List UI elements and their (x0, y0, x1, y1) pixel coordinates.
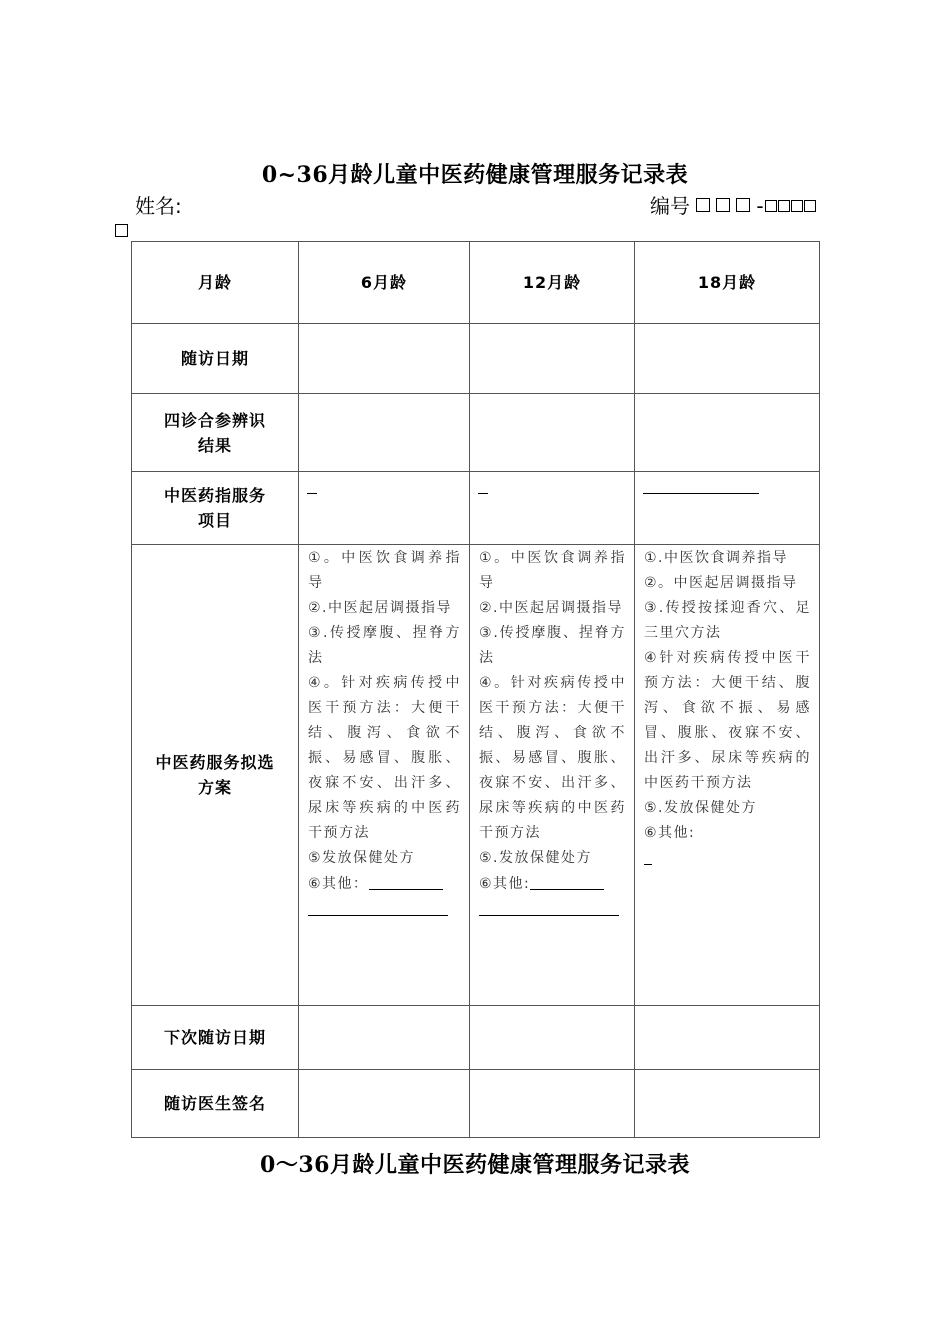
service-items-row (132, 472, 820, 545)
other-blank[interactable] (530, 871, 604, 890)
header-6-month: 6月龄 (299, 242, 470, 324)
serial-number-label (650, 190, 816, 219)
plan-12m-item-1: ①。中医饮食调养指导 (479, 550, 626, 591)
header-18-month: 18月龄 (635, 242, 820, 324)
other-blank-line[interactable] (308, 897, 448, 916)
next-visit-label: 下次随访日期 (132, 1006, 299, 1070)
next-visit-18m[interactable] (635, 1006, 820, 1070)
serial-box-5[interactable] (778, 200, 790, 212)
plan-12m (470, 545, 635, 1006)
visit-date-6m[interactable] (299, 324, 470, 394)
blank-line (307, 483, 317, 494)
plan-18m-item-4: ④针对疾病传授中医干预方法：大便干结、腹泻、食欲不振、易感冒、腹胀、夜寐不安、出汗多、尿床等疾病的中医药干预方法 (644, 650, 811, 791)
page-title: 0~36月龄儿童中医药健康管理服务记录表 (261, 162, 689, 188)
header-12-month: 12月龄 (470, 242, 635, 324)
service-items-12m[interactable] (470, 472, 635, 545)
visit-date-18m[interactable] (635, 324, 820, 394)
plan-6m-item-1: ①。中医饮食调养指导 (308, 550, 461, 591)
serial-box-8[interactable] (115, 224, 128, 237)
plan-18m (635, 545, 820, 1006)
serial-box-3[interactable] (736, 198, 750, 212)
plan-6m-item-6-text: ⑥其他： (308, 876, 369, 892)
diagnosis-18m[interactable] (635, 394, 820, 472)
diagnosis-label (132, 394, 299, 472)
plan-12m-item-6-text: ⑥其他: (479, 876, 531, 892)
plan-18m-item-2: ②。中医起居调摄指导 (644, 575, 798, 591)
plan-label (132, 545, 299, 1006)
diagnosis-6m[interactable] (299, 394, 470, 472)
serial-label-text: 编号 (650, 194, 690, 218)
service-items-label (132, 472, 299, 545)
next-visit-row (132, 1006, 820, 1070)
plan-12m-item-3: ③.传授摩腹、捏脊方法 (479, 625, 626, 666)
plan-18m-blank-line (644, 846, 811, 872)
serial-box-4[interactable] (765, 200, 777, 212)
plan-12m-item-4: ④。针对疾病传授中医干预方法：大便干结、腹泻、食欲不振、易感冒、腹胀、夜寐不安、出汗多、尿床等疾病的中医药干预方法 (479, 675, 626, 841)
plan-row (132, 545, 820, 1006)
serial-box-7[interactable] (804, 200, 816, 212)
other-blank[interactable] (369, 871, 443, 890)
doctor-sign-6m[interactable] (299, 1070, 470, 1138)
plan-6m-item-2: ②.中医起居调摄指导 (308, 600, 453, 616)
plan-6m-item-6 (308, 871, 461, 897)
plan-12m-blank-line (479, 897, 626, 923)
serial-separator: - (756, 194, 764, 218)
service-items-6m[interactable] (299, 472, 470, 545)
blank-line (643, 483, 759, 494)
doctor-sign-12m[interactable] (470, 1070, 635, 1138)
header-age: 月龄 (132, 242, 299, 324)
visit-date-label: 随访日期 (132, 324, 299, 394)
plan-6m (299, 545, 470, 1006)
next-visit-6m[interactable] (299, 1006, 470, 1070)
service-items-label-line1: 中医药指服务 (163, 486, 266, 505)
name-label: 姓名: (135, 194, 182, 218)
blank-line (478, 483, 488, 494)
plan-12m-item-6 (479, 871, 626, 897)
visit-date-12m[interactable] (470, 324, 635, 394)
plan-18m-item-5: ⑤.发放保健处方 (644, 800, 758, 816)
other-blank-line[interactable] (644, 846, 652, 865)
plan-label-line2: 方案 (197, 778, 232, 797)
next-visit-12m[interactable] (470, 1006, 635, 1070)
serial-box-2[interactable] (716, 198, 730, 212)
diagnosis-label-line1: 四诊合参辨识 (163, 410, 266, 430)
visit-date-row (132, 324, 820, 394)
plan-6m-blank-line (308, 897, 461, 923)
plan-18m-item-3: ③.传授按揉迎香穴、足三里穴方法 (644, 600, 811, 641)
record-table (131, 241, 820, 1138)
header-row (132, 242, 820, 324)
plan-12m-item-5: ⑤.发放保健处方 (479, 850, 593, 866)
plan-6m-item-3: ③.传授摩腹、捏脊方法 (308, 625, 461, 666)
other-blank-line[interactable] (479, 897, 619, 916)
plan-18m-item-6: ⑥其他: (644, 825, 696, 841)
diagnosis-12m[interactable] (470, 394, 635, 472)
diagnosis-row (132, 394, 820, 472)
footer-title: 0～36月龄儿童中医药健康管理服务记录表 (260, 1152, 690, 1178)
doctor-sign-row (132, 1070, 820, 1138)
plan-6m-item-5: ⑤发放保健处方 (308, 850, 416, 866)
serial-box-6[interactable] (791, 200, 803, 212)
serial-box-1[interactable] (696, 198, 710, 212)
plan-label-line1: 中医药服务拟选 (155, 753, 275, 772)
service-items-18m[interactable] (635, 472, 820, 545)
doctor-sign-label: 随访医生签名 (132, 1070, 299, 1138)
doctor-sign-18m[interactable] (635, 1070, 820, 1138)
diagnosis-label-line2: 结果 (197, 435, 232, 455)
service-items-label-line2: 项目 (197, 511, 232, 530)
plan-6m-item-4: ④。针对疾病传授中医干预方法：大便干结、腹泻、食欲不振、易感冒、腹胀、夜寐不安、出汗多、尿床等疾病的中医药干预方法 (308, 675, 461, 841)
plan-12m-item-2: ②.中医起居调摄指导 (479, 600, 624, 616)
plan-18m-item-1: ①.中医饮食调养指导 (644, 550, 789, 566)
